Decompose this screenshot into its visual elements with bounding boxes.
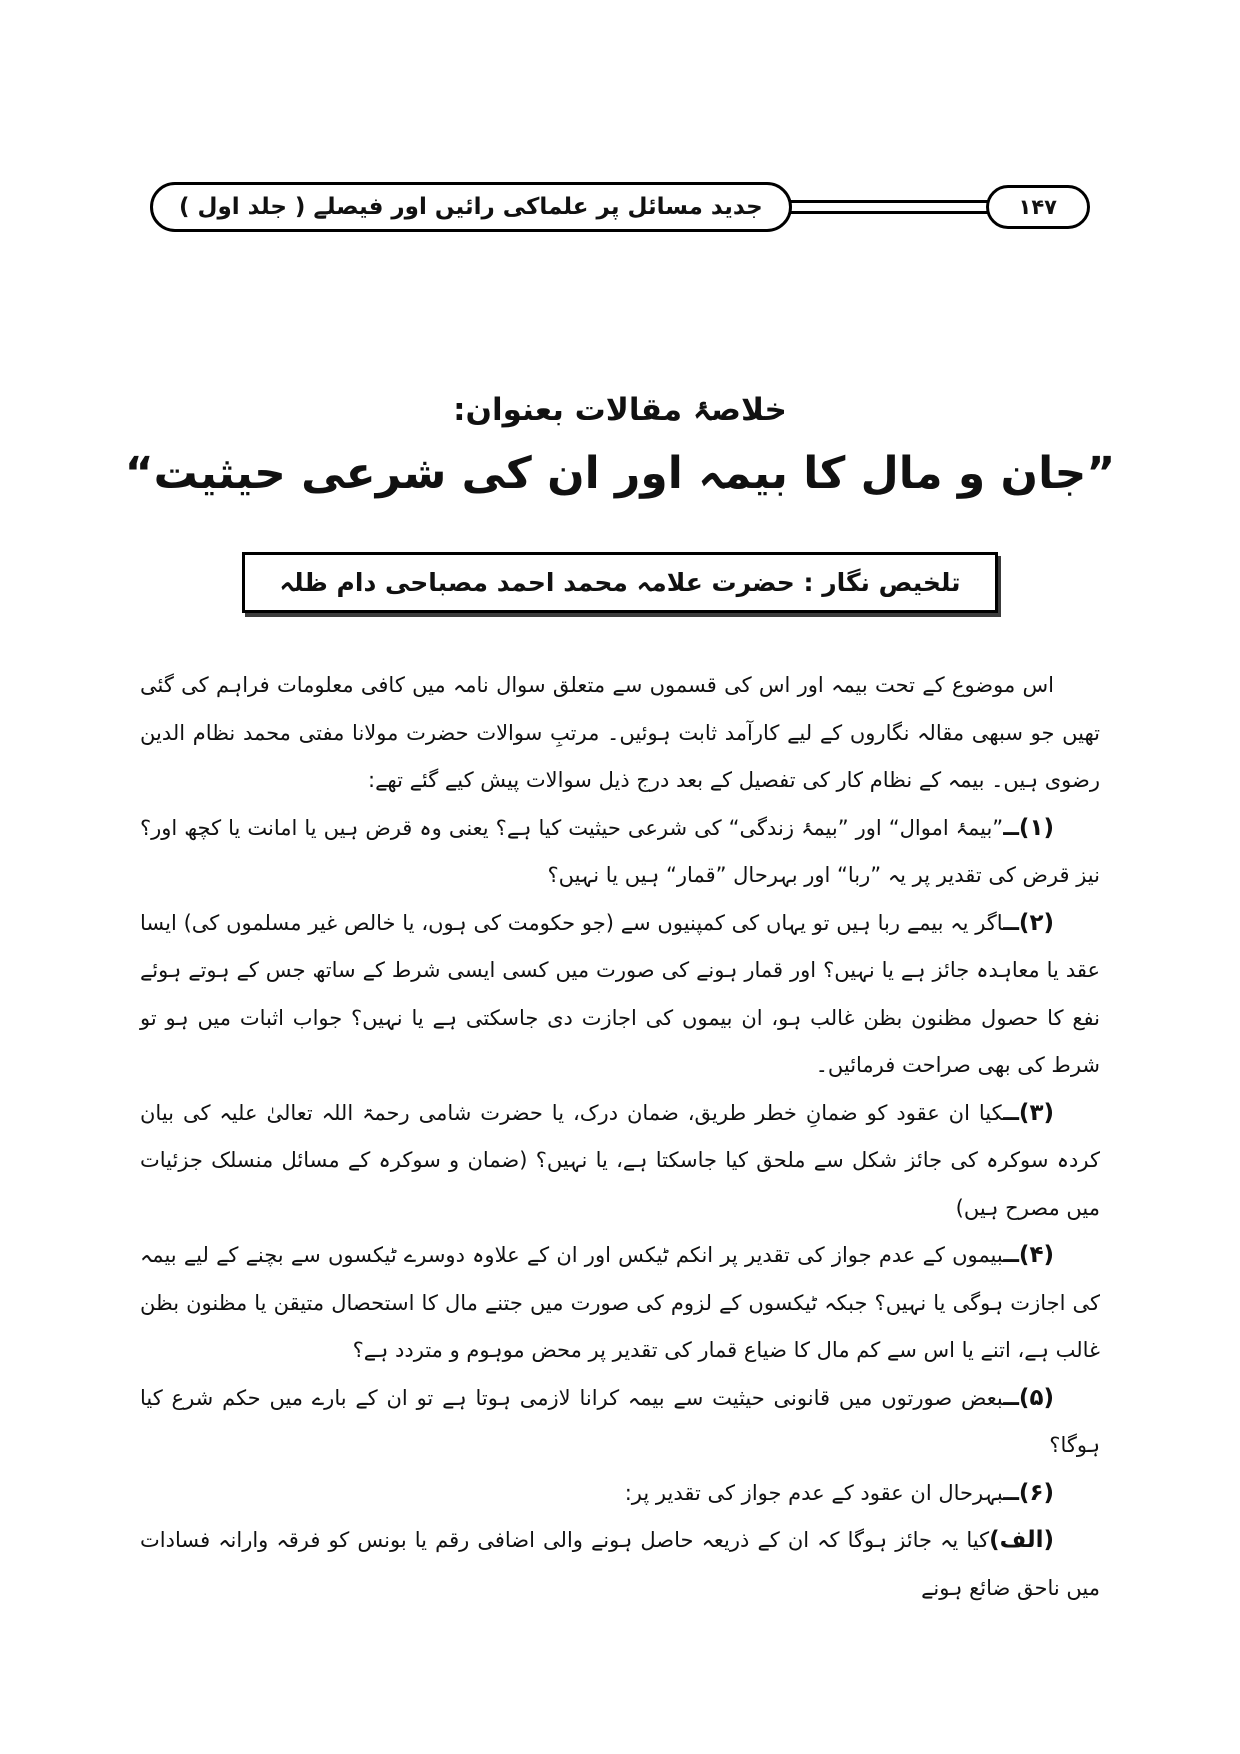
question-item-5 — [140, 1375, 1100, 1470]
page-number: ۱۴۷ — [986, 185, 1090, 229]
question-text-1: ”بیمۂ اموال“ اور ”بیمۂ زندگی“ کی شرعی حیثیت کیا ہے؟ یعنی وہ قرض ہیں یا امانت یا کچھ اور؟ نیز قرض کی تقدیر پر یہ ”ربا“ اور بہرحال ”قمار“ ہیں یا نہیں؟ — [140, 815, 1100, 887]
question-text-6: بہرحال ان عقود کے عدم جواز کی تقدیر پر: — [624, 1480, 1004, 1505]
question-item-2 — [140, 900, 1100, 1090]
question-number-3: (۳)ــ — [1003, 1099, 1054, 1126]
question-number-1: (۱)ــ — [1003, 814, 1054, 841]
body-text — [140, 662, 1100, 1612]
question-number-4: (۴)ــ — [1003, 1242, 1054, 1268]
question-text-4: بیموں کے عدم جواز کی تقدیر پر انکم ٹیکس اور ان کے علاوہ دوسرے ٹیکسوں سے بچنے کے لیے بیمہ کی اجازت ہوگی یا نہیں؟ جبکہ ٹیکسوں کے لزوم کی صورت میں جتنے مال کا استحصال متیقن یا مظنون بظن غالب ہے، اتنے یا اس سے کم مال کا ضیاع قمار کی تقدیر پر محض موہوم و متردد ہے؟ — [140, 1243, 1100, 1362]
article-title: ”جان و مال کا بیمہ اور ان کی شرعی حیثیت“ — [124, 448, 1116, 499]
question-text-alif: کیا یہ جائز ہوگا کہ ان کے ذریعہ حاصل ہونے والی اضافی رقم یا بونس کو فرقہ وارانہ فسادات میں ناحق ضائع ہونے — [140, 1528, 1100, 1600]
running-head-book-title: جدید مسائل پر علماکی رائیں اور فیصلے ( جلد اول ) — [150, 182, 792, 232]
running-head — [150, 182, 1090, 232]
question-item-1 — [140, 805, 1100, 900]
question-number-6: (۶)ــ — [1003, 1479, 1054, 1506]
question-number-5: (۵)ــ — [1003, 1384, 1054, 1411]
question-item-4 — [140, 1232, 1100, 1375]
intro-paragraph: اس موضوع کے تحت بیمہ اور اس کی قسموں سے متعلق سوال نامہ میں کافی معلومات فراہم کی گئی تھیں جو سبھی مقالہ نگاروں کے لیے کارآمد ثابت ہوئیں۔ مرتبِ سوالات حضرت مولانا مفتی محمد نظام الدین رضوی ہیں۔ بیمہ کے نظام کار کی تفصیل کے بعد درج ذیل سوالات پیش کیے گئے تھے: — [140, 673, 1100, 792]
title-block — [0, 392, 1240, 613]
question-text-2: اگر یہ بیمے ربا ہیں تو یہاں کی کمپنیوں سے (جو حکومت کی ہوں، یا خالص غیر مسلموں کی) ایسا عقد یا معاہدہ جائز ہے یا نہیں؟ اور قمار ہونے کی صورت میں کسی ایسی شرط کے ساتھ جس کے ہوتے ہوئے نفع کا حصول مظنون بظن غالب ہو، ان بیموں کی اجازت دی جاسکتی ہے یا نہیں؟ جواب اثبات میں ہو تو شرط کی بھی صراحت فرمائیں۔ — [140, 910, 1100, 1077]
running-head-rule — [782, 200, 996, 214]
section-kicker: خلاصۂ مقالات بعنوان: — [453, 392, 787, 428]
question-item-6 — [140, 1470, 1100, 1518]
question-item-3 — [140, 1090, 1100, 1233]
question-text-3: کیا ان عقود کو ضمانِ خطر طریق، ضمان درک، یا حضرت شامی رحمۃ اللہ تعالیٰ علیہ کی بیان کردہ سوکرہ کی جائز شکل سے ملحق کیا جاسکتا ہے، یا نہیں؟ (ضمان و سوکرہ کے مسائل منسلک جزئیات میں مصرح ہیں) — [140, 1100, 1100, 1220]
question-number-2: (۲)ــ — [1003, 909, 1054, 936]
question-number-alif: (الف) — [989, 1527, 1054, 1553]
question-item-alif — [140, 1517, 1100, 1612]
question-text-5: بعض صورتوں میں قانونی حیثیت سے بیمہ کرانا لازمی ہوتا ہے تو ان کے بارے میں حکم شرع کیا ہوگا؟ — [140, 1385, 1100, 1457]
summarizer-box: تلخیص نگار : حضرت علامہ محمد احمد مصباحی دام ظلہ — [242, 552, 997, 613]
